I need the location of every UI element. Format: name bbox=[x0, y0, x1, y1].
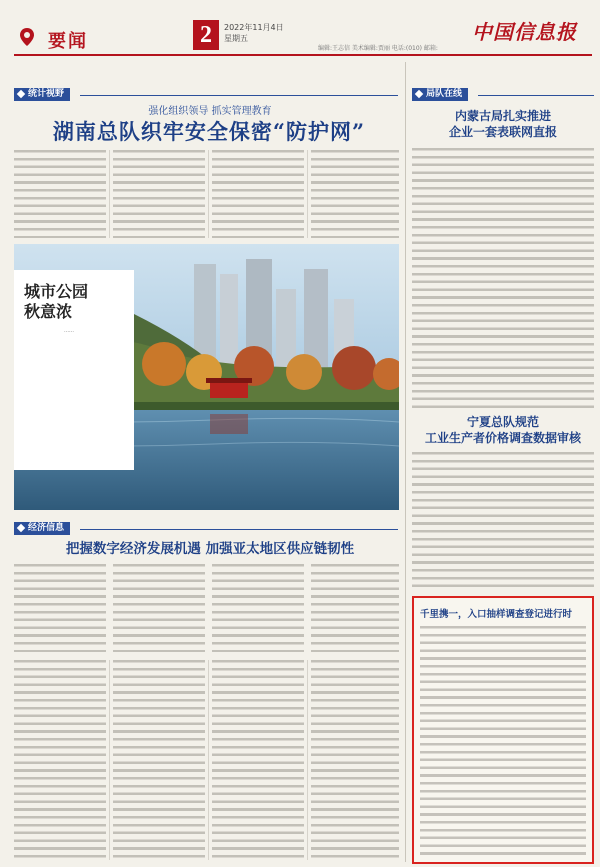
article-body-col2 bbox=[113, 564, 205, 652]
article-kicker: 强化组织领导 抓实管理教育 bbox=[148, 106, 272, 117]
article-body-col4b bbox=[311, 660, 399, 860]
article-body-col4 bbox=[311, 564, 399, 652]
article-body-inner-mongolia bbox=[412, 148, 594, 408]
newspaper-logo: 中国信息报 bbox=[472, 22, 577, 44]
article-headline: 湖南总队织牢安全保密“防护网” bbox=[52, 119, 366, 144]
article-body-census bbox=[420, 626, 586, 858]
article-body-col2b bbox=[113, 660, 205, 860]
weekday: 星期五 bbox=[224, 34, 248, 43]
section-title: 要闻 bbox=[48, 31, 88, 52]
article-headline-inner-mongolia: 内蒙古局扎实推进 企业一套表联网直报 bbox=[448, 109, 557, 139]
issue-date bbox=[224, 22, 284, 44]
article-body-col1b bbox=[14, 660, 106, 860]
date-line: 2022年11月4日 bbox=[224, 23, 284, 32]
highlighted-article-box bbox=[412, 596, 594, 864]
tag-rule bbox=[478, 95, 594, 96]
article-headline-ningxia: 宁夏总队规范 工业生产者价格调查数据审核 bbox=[424, 415, 581, 445]
article-body-col4 bbox=[311, 150, 399, 238]
column-tag-bureau: 局队在线 bbox=[412, 88, 468, 101]
photo-caption-text: …… bbox=[64, 328, 74, 334]
article-headline-digital-economy: 把握数字经济发展机遇 加强亚太地区供应链韧性 bbox=[65, 541, 355, 557]
article-body-col1 bbox=[14, 564, 106, 652]
article-body-col2 bbox=[113, 150, 205, 238]
tag-rule bbox=[80, 95, 398, 96]
article-headline-census: 千里携一，入口抽样调查登记进行时 bbox=[420, 609, 573, 620]
header-rule bbox=[14, 54, 592, 56]
article-body-ningxia bbox=[412, 452, 594, 590]
editor-info: 编辑:王志信 美术编辑:贾丽 电话:(010) 邮箱: bbox=[318, 45, 438, 52]
photo-caption-box bbox=[14, 270, 134, 470]
column-tag-statistics: 统计视野 bbox=[14, 88, 70, 101]
location-pin-icon bbox=[20, 28, 34, 46]
column-tag-economy: 经济信息 bbox=[14, 522, 70, 535]
page-number: 2 bbox=[193, 20, 219, 50]
article-body-col3 bbox=[212, 564, 304, 652]
page-header bbox=[0, 0, 600, 58]
photo-caption-title: 城市公园 秋意浓 bbox=[24, 282, 89, 321]
article-body-col3b bbox=[212, 660, 304, 860]
tag-rule bbox=[80, 529, 398, 530]
article-body-col1 bbox=[14, 150, 106, 238]
article-body-col3 bbox=[212, 150, 304, 238]
